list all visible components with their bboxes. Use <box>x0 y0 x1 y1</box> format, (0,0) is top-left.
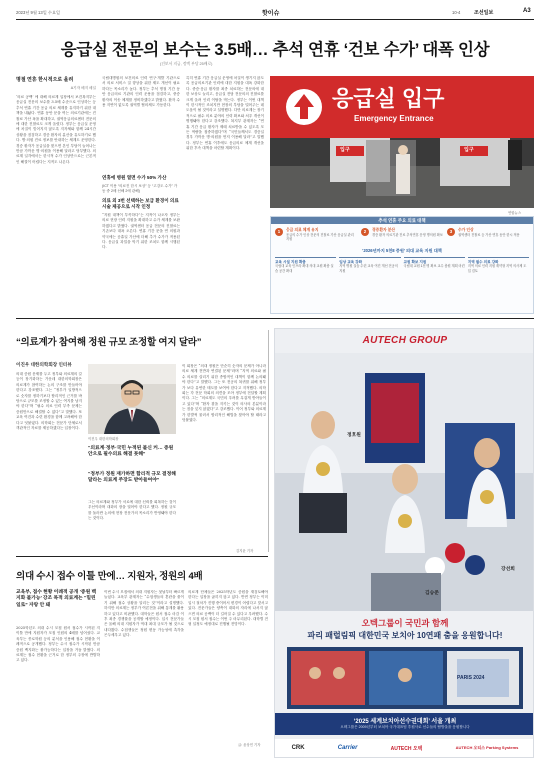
col2-subhead-1b: (ICT 이용 “의료진 한시 보상” 등 “고강도 수가” 가동 중 2배 선해 2에 관해) <box>102 184 178 193</box>
ad-photo <box>275 353 534 611</box>
bottom-subhead: 교육부, 접수 현황 이례적 공개 ‘증원 백지화 불가능’ 강조 목적 의료계는 “밀린 일로” 자랑 안 돼 <box>16 590 97 608</box>
infobox-col-title: 교원 확보 지원 <box>403 259 427 264</box>
interview-quote-2: “정부가 정원 재가하면 합리적 규모 결정해 달라는 의료계 주장도 받아들여야” <box>88 472 176 484</box>
col1-subhead: 명절 연휴 한시적으로 올려 <box>16 77 74 83</box>
infobox-col <box>275 257 336 273</box>
infobox-item <box>447 228 529 242</box>
door-label-left: 입구 <box>340 147 350 153</box>
ad-player-left: 정호원 <box>347 433 361 438</box>
column-divider <box>268 330 269 552</box>
autech-ad <box>274 328 534 758</box>
ad-banner <box>275 713 534 735</box>
infobox-col-body: 지역 의료 인력 지원 계약형 지역 의사제 도입 검토 <box>467 264 527 273</box>
ad-banner-sub: 오텍그룹은 2009년부터 보치아 국가대표팀 후원사로 선수들의 땀방울을 응원합니다 <box>340 725 470 729</box>
col2-body-b: “지원 대책이 부족하다”는 지적이 나오자 정부는 의료 현장 인력 지원을 확대하고 수가 체계를 보완하겠다고 밝혔다. 권역센터 응급 전문의 진찰료는 기존보다 대폭 오른다. 연휴 기간 문을 연 의원과 약국에는 공휴일 가산에 더해 추가 수가가 적용된다. 응급실 과밀을 막기 위한 조치도 함께 시행된다. <box>102 213 180 250</box>
col2-subhead-2: 의료 외 3번 선택하는 보급 환경이 의료 시술 제공으로 시작 인정 <box>102 198 179 209</box>
infobox-item-num: 1 <box>275 228 283 236</box>
paper-name: 조선일보 <box>474 10 494 16</box>
ad-event-photos <box>287 647 523 709</box>
ad-banner-title: ‘2025 세계보치아선수권대회’ 서울 개최 <box>353 719 457 725</box>
interview-col2: 그는 의료계와 정부가 서로에 대한 신뢰를 회복하는 것이 우선이라며 대화의 장을 열어야 한다고 했다. 정원 규모를 둘러싼 논의에 현장 전문가의 목소리가 반영돼야 한다는 것이다. <box>88 500 176 521</box>
infobox-sub-title: ‘2026년까지 5천8 증원’ 의대 교육 지원 대책 <box>362 247 442 253</box>
ad-tagline-1: 오텍그룹이 국민과 함께 <box>361 618 449 628</box>
emergency-photo <box>270 76 534 208</box>
interview-photo <box>88 364 176 434</box>
ad-photo-svg <box>275 353 534 611</box>
interview-col3: 이 회장은 “의대 정원은 단순히 숫자의 문제가 아니라 의료 체계 전반과 연결된 문제”라며 “지역 의료와 필수 의료를 살리기 위한 종합적인 대책이 함께 논의돼야 한다”고 말했다. 그는 또 전공의 복귀를 위해 정부가 보다 유연한 태도를 보여야 한다고 지적했다. 의학회는 각 전문 학회의 의견을 모아 정부에 전달할 계획이다. 그는 “의료계도 국민의 우려를 무겁게 받아들이고 있다”며 “환자 곁을 지키는 것이 의사의 본분이라는 점을 잊지 않겠다”고 강조했다. 이어 정부와 의료계가 한발씩 물러서 합리적인 해법을 찾아야 할 때라고 덧붙였다. <box>182 364 266 423</box>
emergency-sign-en: Emergency Entrance <box>354 114 434 123</box>
section-rule-2 <box>16 556 268 557</box>
col1-body: ‘의료 공백’ 에 대해 의료계 입장에서 보건복지부는 응급실 전문의 보수를 3.5배 수준으로 인상하는 등 추석 연휴 기간 응급 의료 체계를 유지하기 위한 대책을 내놨다. 연휴 동안 문을 여는 의료기관에는 진찰료 가산 폭을 확대하고, 권역응급의료센터 전문의에 대한 진찰료도 크게 올렸다. 정부는 응급실 운영에 차질이 빚어지지 않도록 지자체와 함께 24시간 상황을 점검하고 경증 환자의 분산을 유도하기로 했다. 병·의원 진료 정보를 안내하는 체계도 운영한다. 경증 환자가 응급실을 찾으면 본인 부담이 늘어나는 만큼 가까운 병·의원을 이용해 달라고 당부했다. 의료계 일각에서는 한시적 수가 인상만으로는 근본적인 해결이 어렵다는 지적도 나온다. <box>16 95 96 164</box>
bottom-headline: 의대 수시 접수 이틀 만에… 지원자, 정원의 4배 <box>16 571 203 582</box>
ad-poster-text: PARIS 2024 <box>457 675 485 681</box>
interview-photo-svg <box>88 364 176 434</box>
door-label-right: 입구 <box>464 147 474 153</box>
brand-crk: CRK <box>291 745 305 751</box>
infobox-item-num: 3 <box>447 228 455 236</box>
col2 <box>102 76 180 323</box>
section-title: 핫이슈 <box>262 11 280 17</box>
interview-name: 이진우 대한의학회장 인터뷰 <box>16 362 72 367</box>
infobox-item <box>275 228 357 242</box>
col3-body: 특히 연휴 기간 응급실 운영에 차질이 생기지 않도록 응급의료기관 인력에 대한 지원을 대폭 강화한다. 중증·응급 환자를 최종 치료하는 전문의에 대한 보상도 늘리고, 응급실 전담 전문의의 진찰료를 크게 올려 인력 이탈을 막는다. 정부는 이번 대책이 한시적인 조치지만 현장의 부담을 덜어주는 데 도움이 될 것이라고 설명했다. 다만 의료계는 장기적으로 필수 의료 분야의 인력 확보와 처우 개선이 병행돼야 한다고 강조했다. 복지부 관계자는 “연휴 기간 응급 환자가 제때 치료받을 수 있도록 모든 역량을 집중하겠다”며 “국민들께서도 경증일 경우 가까운 병·의원을 먼저 이용해 달라”고 말했다. 정부는 연휴 이후에도 응급의료 체계 개선을 위한 후속 대책을 마련할 계획이다. <box>186 76 264 151</box>
bottom-col2: 이번 수시 모집에서 의대 지원자는 첫날부터 빠르게 늘었다. 교육부 관계자는 “수험생들의 혼란을 줄이기 위해 접수 상황을 알리는 것”이라고 설명했다. 하지만 의료계는 정부가 여론전을 위해 통계를 활용하고 있다고 비판했다. 대학들은 원서 접수 마감 이후 최종 경쟁률을 공개할 예정이다. 입시 전문가들은 올해 의대 지원자가 역대 최대 규모가 될 것으로 내다봤다. 수험생들은 정원 변동 가능성에 촉각을 곤두세우고 있다. <box>104 590 184 638</box>
interview-photo-caption: 이진우 대한의학회장 <box>88 437 119 441</box>
col1 <box>16 76 96 329</box>
infobox-col <box>339 257 400 273</box>
infobox-col <box>404 257 465 273</box>
ad-player-bottom: 김승준 <box>425 591 439 596</box>
infobox-col-title: 교육 시설 지원 확충 <box>275 259 306 264</box>
photo-credit: 연합뉴스 <box>508 211 522 215</box>
emergency-sign-text: 응급실 입구 <box>332 86 445 111</box>
brand-autech-parking: AUTECH 오티스 Parking Systems <box>455 745 519 750</box>
infobox-item-num: 2 <box>361 228 369 236</box>
bottom-col3: 의료계 단체들은 2025학년도 증원을 재검토해야 한다는 입장을 굽히지 않고 있다. 반면 정부는 이미 입시 절차가 진행 중이어서 변경이 어렵다고 맞서고 있다. 전문가들은 양측이 대화의 자리에 나서지 않으면 의료 공백이 더 길어질 수 있다고 우려했다. 수시 모집 원서 접수는 이번 주 마무리된다. 대학별 전형 일정도 예정대로 진행될 전망이다. <box>188 590 268 627</box>
col2-body-a: 국립대병원의 보건의료 인력 연구·개발 기관으로서 의료 서비스 질 향상을 위한 제도 개선이 필요하다는 목소리가 높다. 정부는 추석 명절 기간 동안 응급의료 기관의 인력 운용을 점검하고, 중증 환자의 이송 체계를 정비하겠다고 밝혔다. 환자 수용 지연이 없도록 권역별 협의체도 가동한다. <box>102 76 180 108</box>
main-headline: 응급실 전문의 보수는 3.5배… 추석 연휴 ‘건보 수가’ 대폭 인상 <box>60 41 490 59</box>
brand-carrier: Carrier <box>337 745 358 751</box>
infobox-col-title: 임상 교육 강화 <box>339 259 363 264</box>
infobox-item-body: 경증 환자 의료기관 진료 추석연휴 운영 병의원 확보 <box>372 232 443 237</box>
ad-event-svg <box>287 647 523 709</box>
interview-quote-1: “의료계·정부·국민 누적된 불신 커… 증원안으로 필수의료 해결 못해” <box>88 446 174 458</box>
col1-reporter: A기자 배지 메일 <box>70 86 96 90</box>
infobox-item <box>361 228 443 242</box>
ad-brand-row <box>275 739 534 757</box>
section-rule-1 <box>16 318 534 319</box>
bottom-col1: 2025학년도 의대 수시 모집 원서 접수가 시작된 지 이틀 만에 지원자가 모집 인원의 4배를 넘어섰다. 교육부는 종로학원 등의 분석을 인용해 접수 현황을 이례적으로 공개했다. 정부는 수시 접수가 시작된 만큼 증원 백지화는 불가능하다는 입장을 거듭 밝혔다. 의료계는 접수 현황을 근거로 한 정부의 주장에 반발하고 있다. <box>16 626 100 663</box>
infobox-col-body: 국립대 교원 1천 명 확보 교수 충원 계획 마련 <box>403 264 465 269</box>
ad-player-right: 강선희 <box>501 567 515 572</box>
policy-infobox <box>270 216 534 314</box>
bottom-credit: 글: 윤상민 기자 <box>238 743 261 747</box>
col2-subhead-1: 연휴에 병원 열면 수가 50% 가산 <box>102 175 167 180</box>
infobox-item-body: 권역센터 진찰료 등 가산 연휴 동안 한시 적용 <box>458 232 520 237</box>
masthead-rule <box>16 19 534 20</box>
infobox-items <box>271 224 533 244</box>
infobox-item-title: 경증환자 분산 <box>372 228 396 232</box>
interview-reporter: 김지윤 기자 <box>236 549 254 553</box>
infobox-item-title: 수가 인상 <box>458 228 474 232</box>
page-number: A3 <box>523 8 531 14</box>
headline-note: (건보서 지급, 정액 부담 25배로) <box>160 62 213 66</box>
infobox-col-title: 지역 필수 의료 강화 <box>467 259 499 264</box>
infobox-col-body: 지역 병원 실습 수련 교육 여건 개선 전공의 지원 <box>339 264 398 273</box>
interview-col1: 의대 증원 문제를 두고 정부와 의료계의 갈등이 장기화하는 가운데 대한의학회장은 의료계가 참여하는 논의 구조를 만들어야 한다고 강조했다. 그는 “정부가 일방적으로 숫자를 정하기보다 합리적인 근거를 바탕으로 규모를 조정할 수 있는 여지를 남겨야 한다”며 “필수 의료 인력 부족 문제는 증원만으로 해결할 수 없다”고 말했다. 또 교육 여건과 수련 환경을 함께 고려해야 한다고 덧붙였다. 의학회는 전문가 단체로서 객관적인 자료를 제공하겠다는 입장이다. <box>16 372 82 431</box>
infobox-cols <box>271 257 533 273</box>
ad-tagline-2: 파리 패럴림픽 대한민국 보치아 10연패 춤을 응원합니다! <box>307 631 503 640</box>
interview-headline: “의료계가 참여해 정원 규모 조정할 여지 달라” <box>16 337 202 348</box>
infobox-col <box>468 257 529 273</box>
issue-date: 2023년 9월 13일 수요일 <box>16 10 61 15</box>
col3 <box>186 76 264 312</box>
brand-autech: AUTECH 오텍 <box>390 745 423 752</box>
infobox-col-body: 국립대 교육 인프라 확대 의대 교원 확충 실습 공간 확대 <box>275 264 334 273</box>
ad-logo: AUTECH GROUP <box>362 335 448 346</box>
infobox-title: 추석 연휴 주요 의료 대책 <box>271 217 533 224</box>
issue-number: 10-4 <box>452 10 461 15</box>
infobox-item-title: 응급 의료 체계 유지 <box>286 228 319 232</box>
infobox-item-body: 응급의 수가 인상 전문의 진찰료 가산 응급실 관리 지원 <box>286 232 354 242</box>
